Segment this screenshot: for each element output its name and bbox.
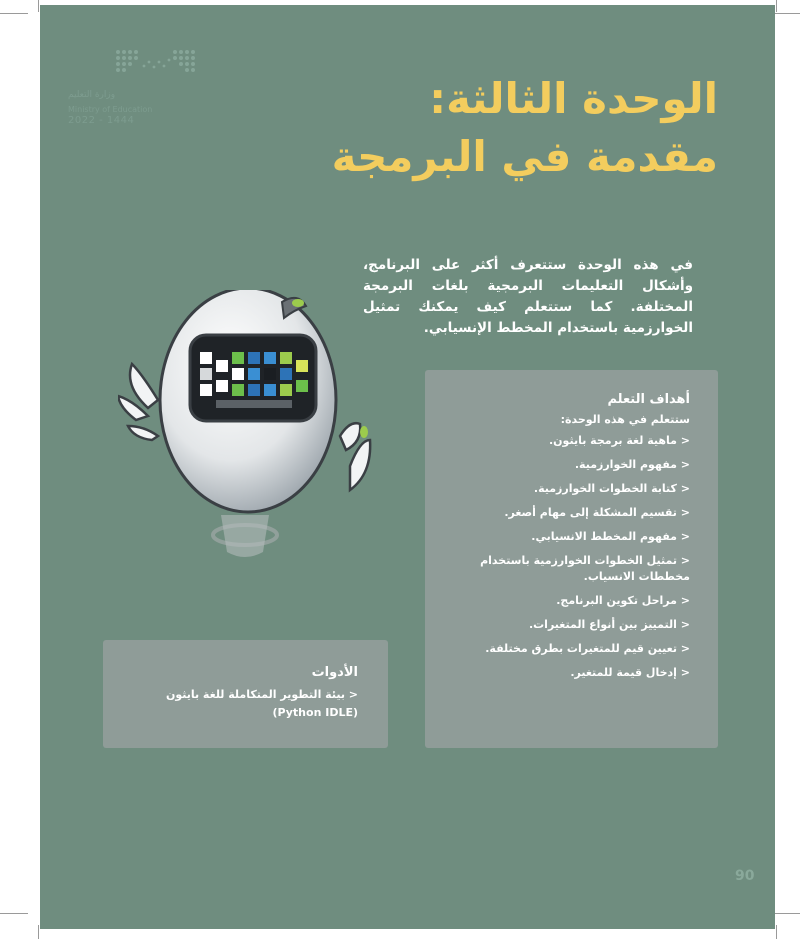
objective-item: < كتابة الخطوات الخوارزمية.	[533, 482, 690, 495]
crop-mark	[0, 913, 28, 914]
objective-item: < تقسيم المشكلة إلى مهام أصغر.	[504, 506, 690, 519]
crop-mark	[772, 13, 800, 14]
objective-item: < مفهوم الخوارزمية.	[574, 458, 690, 471]
objectives-list	[445, 433, 690, 681]
tools-item-english: (Python IDLE)	[272, 706, 358, 719]
crop-mark	[776, 0, 777, 12]
objective-item: < ماهية لغة برمجة بايثون.	[548, 434, 690, 447]
logo-year: 2022 - 1444	[68, 115, 135, 126]
tools-item: < بيئة التطوير المتكاملة للغة بايثون	[165, 688, 358, 701]
objective-item: < مفهوم المخطط الانسيابي.	[531, 530, 690, 543]
unit-title-line2: مقدمة في البرمجة	[331, 132, 718, 181]
learning-objectives-box	[425, 370, 718, 748]
objectives-intro: ستتعلم في هذه الوحدة:	[560, 413, 690, 426]
page-number: 90	[735, 868, 755, 884]
objective-item: < مراحل تكوين البرنامج.	[556, 594, 690, 607]
intro-paragraph: في هذه الوحدة ستتعرف أكثر على البرنامج، وأشكال التعليمات البرمجية بلغات البرمجة المختلفة. كما ستتعلم كيف يمكنك تمثيل الخوارزمية باستخدام المخطط الإنسيابي.	[363, 257, 693, 336]
crop-mark	[0, 13, 28, 14]
objective-item: < إدخال قيمة للمتغير.	[570, 666, 690, 679]
logo-dots-icon	[113, 48, 203, 76]
objectives-title: أهداف التعلم	[607, 392, 690, 407]
objective-item: < التمييز بين أنواع المتغيرات.	[528, 618, 690, 631]
objective-item: < تعيين قيم للمتغيرات بطرق مختلفة.	[485, 642, 690, 655]
tools-title: الأدوات	[311, 665, 358, 680]
unit-title	[298, 70, 718, 186]
objective-item: < تمثيل الخطوات الخوارزمية باستخدام مخططات الانسياب.	[480, 554, 690, 583]
tools-box	[103, 640, 388, 748]
unit-title-line1: الوحدة الثالثة:	[429, 74, 718, 123]
robot-illustration	[118, 290, 398, 580]
crop-mark	[772, 913, 800, 914]
crop-mark	[38, 0, 39, 12]
logo-arabic-text: وزارة التعليم	[68, 90, 116, 100]
crop-mark	[776, 925, 777, 939]
logo-english-text: Ministry of Education	[68, 105, 153, 114]
crop-mark	[38, 925, 39, 939]
